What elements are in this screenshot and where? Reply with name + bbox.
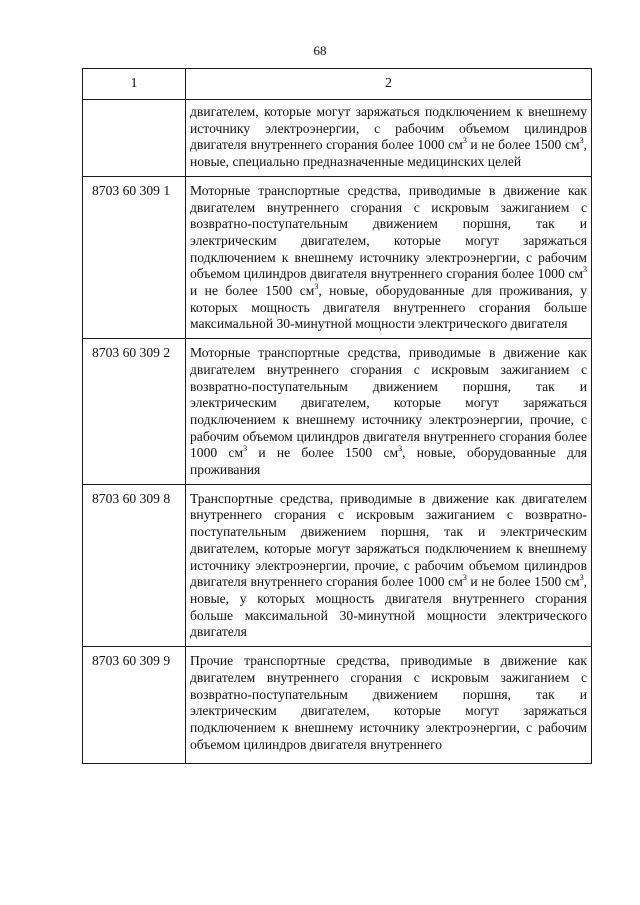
description-text: , новые, специально предназначенные медицинских целей [190, 137, 587, 170]
description-cell [186, 647, 592, 764]
tariff-code-table [82, 68, 592, 764]
superscript: 3 [462, 136, 467, 146]
superscript: 3 [398, 444, 403, 454]
superscript: 3 [243, 444, 248, 454]
description-text: Моторные транспортные средства, приводимые в движение как двигателем внутреннего сгорания с искровым зажиганием с возвратно-поступательным движением поршня, так и электрическим двигателем, которые могут заряжаться подключением к внешнему источнику электроэнергии, с рабочим объемом цилиндров двигателя внутреннего сгорания более 1000 см [190, 182, 587, 282]
table-row [83, 339, 592, 485]
code-cell: 8703 60 309 1 [83, 176, 186, 338]
description-text: Прочие транспортные средства, приводимые в движение как двигателем внутреннего сгорания с искровым зажиганием с возвратно-поступательным движением поршня, так и электрическим двигателем, которые могут заряжаться подключением к внешнему источнику электроэнергии, с рабочим объемом цилиндров двигателя внутреннего [190, 653, 587, 752]
description-text: , новые, у которых мощность двигателя внутреннего сгорания больше максимальной 30-минутной мощности электрического двигателя [190, 574, 587, 640]
code-cell: 8703 60 309 9 [83, 647, 186, 764]
page-number: 68 [313, 43, 327, 58]
description-text: и не более 1500 см [466, 137, 580, 153]
description-cell [186, 484, 592, 646]
description-text: Моторные транспортные средства, приводимые в движение как двигателем внутреннего сгорания с искровым зажиганием с возвратно-поступательным движением поршня, так и электрическим двигателем, которые могут заряжаться подключением к внешнему источнику электроэнергии, прочие, с рабочим объемом цилиндров двигателя внутреннего сгорания более 1000 см [190, 345, 587, 461]
description-cell [186, 100, 592, 177]
description-text: и не более 1500 см [466, 574, 580, 590]
superscript: 3 [579, 573, 584, 583]
description-text: , новые, оборудованные для проживания, у которых мощность двигателя внутреннего сгорания больше максимальной 30-минутной мощности электрического двигателя [190, 283, 587, 332]
description-text: двигателем, которые могут заряжаться подключением к внешнему источнику электроэнергии, с рабочим объемом цилиндров двигателя внутреннего сгорания более 1000 см [190, 104, 587, 153]
superscript: 3 [462, 573, 467, 583]
description-text: и не более 1500 см [247, 445, 399, 461]
superscript: 3 [579, 136, 584, 146]
description-text: , новые, оборудованные для проживания [190, 445, 587, 478]
column-header-description: 2 [186, 69, 592, 100]
description-text: Транспортные средства, приводимые в движение как двигателем внутреннего сгорания с искровым зажиганием с возвратно-поступательным движением поршня, так и электрическим двигателем, которые могут заряжаться подключением к внешнему источнику электроэнергии, прочие, с рабочим объемом цилиндров двигателя внутреннего сгорания более 1000 см [190, 490, 587, 590]
description-text: и не более 1500 см [190, 283, 315, 299]
description-cell [186, 176, 592, 338]
table-header-row [83, 69, 592, 100]
table-row [83, 647, 592, 764]
table-row [83, 484, 592, 646]
superscript: 3 [314, 282, 319, 292]
table-row [83, 176, 592, 338]
column-header-code: 1 [83, 69, 186, 100]
table-row [83, 100, 592, 177]
code-cell [83, 100, 186, 177]
description-cell [186, 339, 592, 485]
code-cell: 8703 60 309 2 [83, 339, 186, 485]
superscript: 3 [583, 265, 587, 275]
code-cell: 8703 60 309 8 [83, 484, 186, 646]
